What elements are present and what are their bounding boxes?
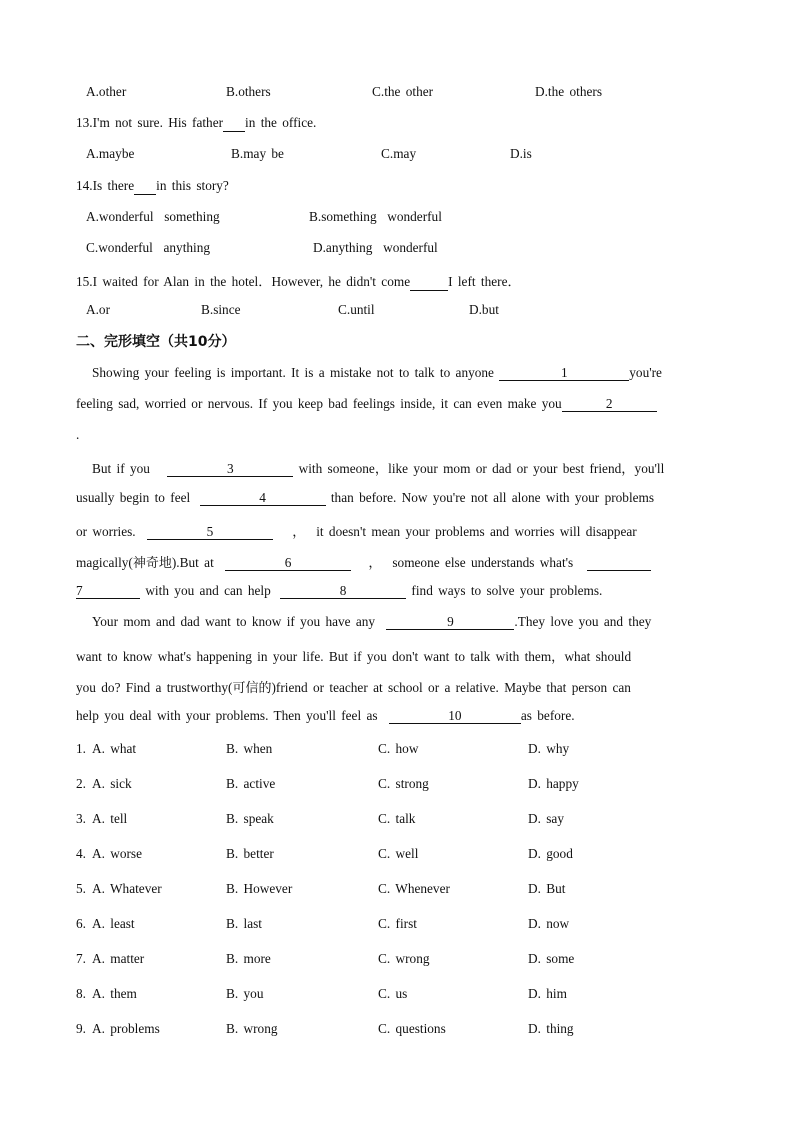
q15-blank [410, 274, 448, 291]
option-b: B. speak [226, 811, 274, 826]
passage-text: Your mom and dad want to know if you have any [92, 614, 376, 629]
option-d: D. some [528, 951, 575, 966]
q14-option-b: B.something wonderful [309, 209, 442, 224]
option-a: A. Whatever [92, 881, 162, 896]
option-num: 5. [76, 881, 86, 896]
option-b: B. when [226, 741, 273, 756]
option-b: B. last [226, 916, 262, 931]
passage-text: ， someone else understands what's [368, 555, 574, 570]
option-d: D. say [528, 811, 564, 826]
option-c: C. first [378, 916, 417, 931]
option-b: B. active [226, 776, 276, 791]
option-num: 8. [76, 986, 86, 1001]
passage-line [76, 396, 657, 412]
option-c: C. strong [378, 776, 429, 791]
passage-text: you do? Find a trustworthy( [76, 680, 233, 695]
option-num: 6. [76, 916, 86, 931]
q15-stem-end: I left there． [448, 274, 521, 289]
option-a: A. them [92, 986, 137, 1001]
passage-text: want to know what's happening in your life. But if you don't want to talk with them，what should [76, 649, 632, 664]
q12-option-d: D.the others [535, 84, 602, 99]
q12-option-c: C.the other [372, 84, 434, 99]
option-num: 3. [76, 811, 86, 826]
option-a: A. problems [92, 1021, 160, 1036]
passage-text: . [76, 427, 80, 442]
option-b: B. more [226, 951, 271, 966]
q15-option-b: B.since [201, 302, 241, 317]
option-d: D. him [528, 986, 567, 1001]
blank-8: 8 [280, 584, 406, 599]
passage-text: .They love you and they [514, 614, 652, 629]
blank-1: 1 [499, 366, 629, 381]
option-num: 1. [76, 741, 86, 756]
q13-stem-end: in the office. [245, 115, 317, 130]
q12-option-b: B.others [226, 84, 271, 99]
passage-line [76, 490, 654, 506]
option-d: D. good [528, 846, 573, 861]
blank-10: 10 [389, 709, 521, 724]
passage-line [76, 552, 651, 571]
passage-text: as before. [520, 708, 575, 723]
passage-line [76, 646, 631, 665]
option-c: C. wrong [378, 951, 430, 966]
q14-option-d: D.anything wonderful [313, 240, 438, 255]
passage-line [76, 583, 602, 599]
passage-line [76, 677, 631, 696]
option-b: B. you [226, 986, 264, 1001]
q14-stem-start: 14.Is there [76, 178, 135, 193]
blank-2: 2 [562, 397, 657, 412]
section-heading: 二、完形填空（共10分） [76, 334, 236, 350]
passage-text: ， it doesn't mean your problems and worries will disappear [292, 524, 637, 539]
q14-stem-end: in this story? [156, 178, 229, 193]
passage-text: Showing your feeling is important. It is a mistake not to talk to anyone [92, 365, 494, 380]
blank-5: 5 [147, 525, 273, 540]
q13-option-c: C.may [381, 146, 417, 161]
q13-option-b: B.may be [231, 146, 284, 161]
option-c: C. Whenever [378, 881, 450, 896]
option-d: D. now [528, 916, 570, 931]
option-c: C. us [378, 986, 408, 1001]
passage-text: or worries. [76, 524, 136, 539]
option-num: 7. [76, 951, 86, 966]
option-a: A. worse [92, 846, 143, 861]
option-a: A. least [92, 916, 135, 931]
option-b: B. wrong [226, 1021, 278, 1036]
q13-blank [223, 115, 245, 132]
passage-line [92, 365, 662, 381]
chinese-gloss: 神奇地 [132, 556, 172, 571]
q12-option-a: A.other [86, 84, 127, 99]
option-b: B. However [226, 881, 293, 896]
q15-option-c: C.until [338, 302, 375, 317]
option-b: B. better [226, 846, 274, 861]
blank-6: 6 [225, 556, 351, 571]
q15-option-d: D.but [469, 302, 499, 317]
chinese-gloss: 可信的 [232, 681, 272, 696]
option-d: D. why [528, 741, 570, 756]
option-num: 9. [76, 1021, 86, 1036]
blank-7: 7 [76, 584, 140, 599]
passage-text: you're [629, 365, 662, 380]
option-num: 4. [76, 846, 86, 861]
option-c: C. how [378, 741, 419, 756]
passage-line [92, 614, 651, 630]
passage-text: usually begin to feel [76, 490, 191, 505]
q13-stem-start: 13.I'm not sure. His father [76, 115, 224, 130]
option-c: C. well [378, 846, 419, 861]
passage-text: with you and can help [145, 583, 271, 598]
q15-stem-start: 15.I waited for Alan in the hotel．However, he didn't come [76, 274, 411, 289]
option-d: D. But [528, 881, 566, 896]
passage-line [76, 427, 79, 443]
blank-9: 9 [386, 615, 514, 630]
passage-text: )friend or teacher at school or a relative. Maybe that person can [271, 680, 631, 695]
option-a: A. matter [92, 951, 145, 966]
passage-line [76, 708, 575, 724]
passage-text: find ways to solve your problems. [411, 583, 603, 598]
q14-option-a: A.wonderful something [86, 209, 220, 224]
option-c: C. talk [378, 811, 416, 826]
passage-text: feeling sad, worried or nervous. If you keep bad feelings inside, it can even make you [76, 396, 562, 411]
option-a: A. what [92, 741, 137, 756]
passage-text: with someone，like your mom or dad or your best friend，you'll [298, 461, 665, 476]
option-a: A. tell [92, 811, 128, 826]
q14-blank [134, 178, 156, 195]
blank-7-start [587, 556, 651, 571]
q15-option-a: A.or [86, 302, 111, 317]
passage-text: But if you [92, 461, 150, 476]
option-c: C. questions [378, 1021, 446, 1036]
passage-text: help you deal with your problems. Then you'll feel as [76, 708, 378, 723]
passage-text: than before. Now you're not all alone with your problems [330, 490, 655, 505]
passage-line [76, 521, 637, 540]
passage-line [92, 458, 664, 477]
blank-4: 4 [200, 491, 326, 506]
passage-text: ).But at [171, 555, 214, 570]
q13-option-d: D.is [510, 146, 532, 161]
passage-text: magically( [76, 555, 133, 570]
option-num: 2. [76, 776, 86, 791]
q14-option-c: C.wonderful anything [86, 240, 211, 255]
blank-3: 3 [167, 462, 293, 477]
q13-option-a: A.maybe [86, 146, 135, 161]
option-d: D. thing [528, 1021, 574, 1036]
option-d: D. happy [528, 776, 579, 791]
option-a: A. sick [92, 776, 132, 791]
